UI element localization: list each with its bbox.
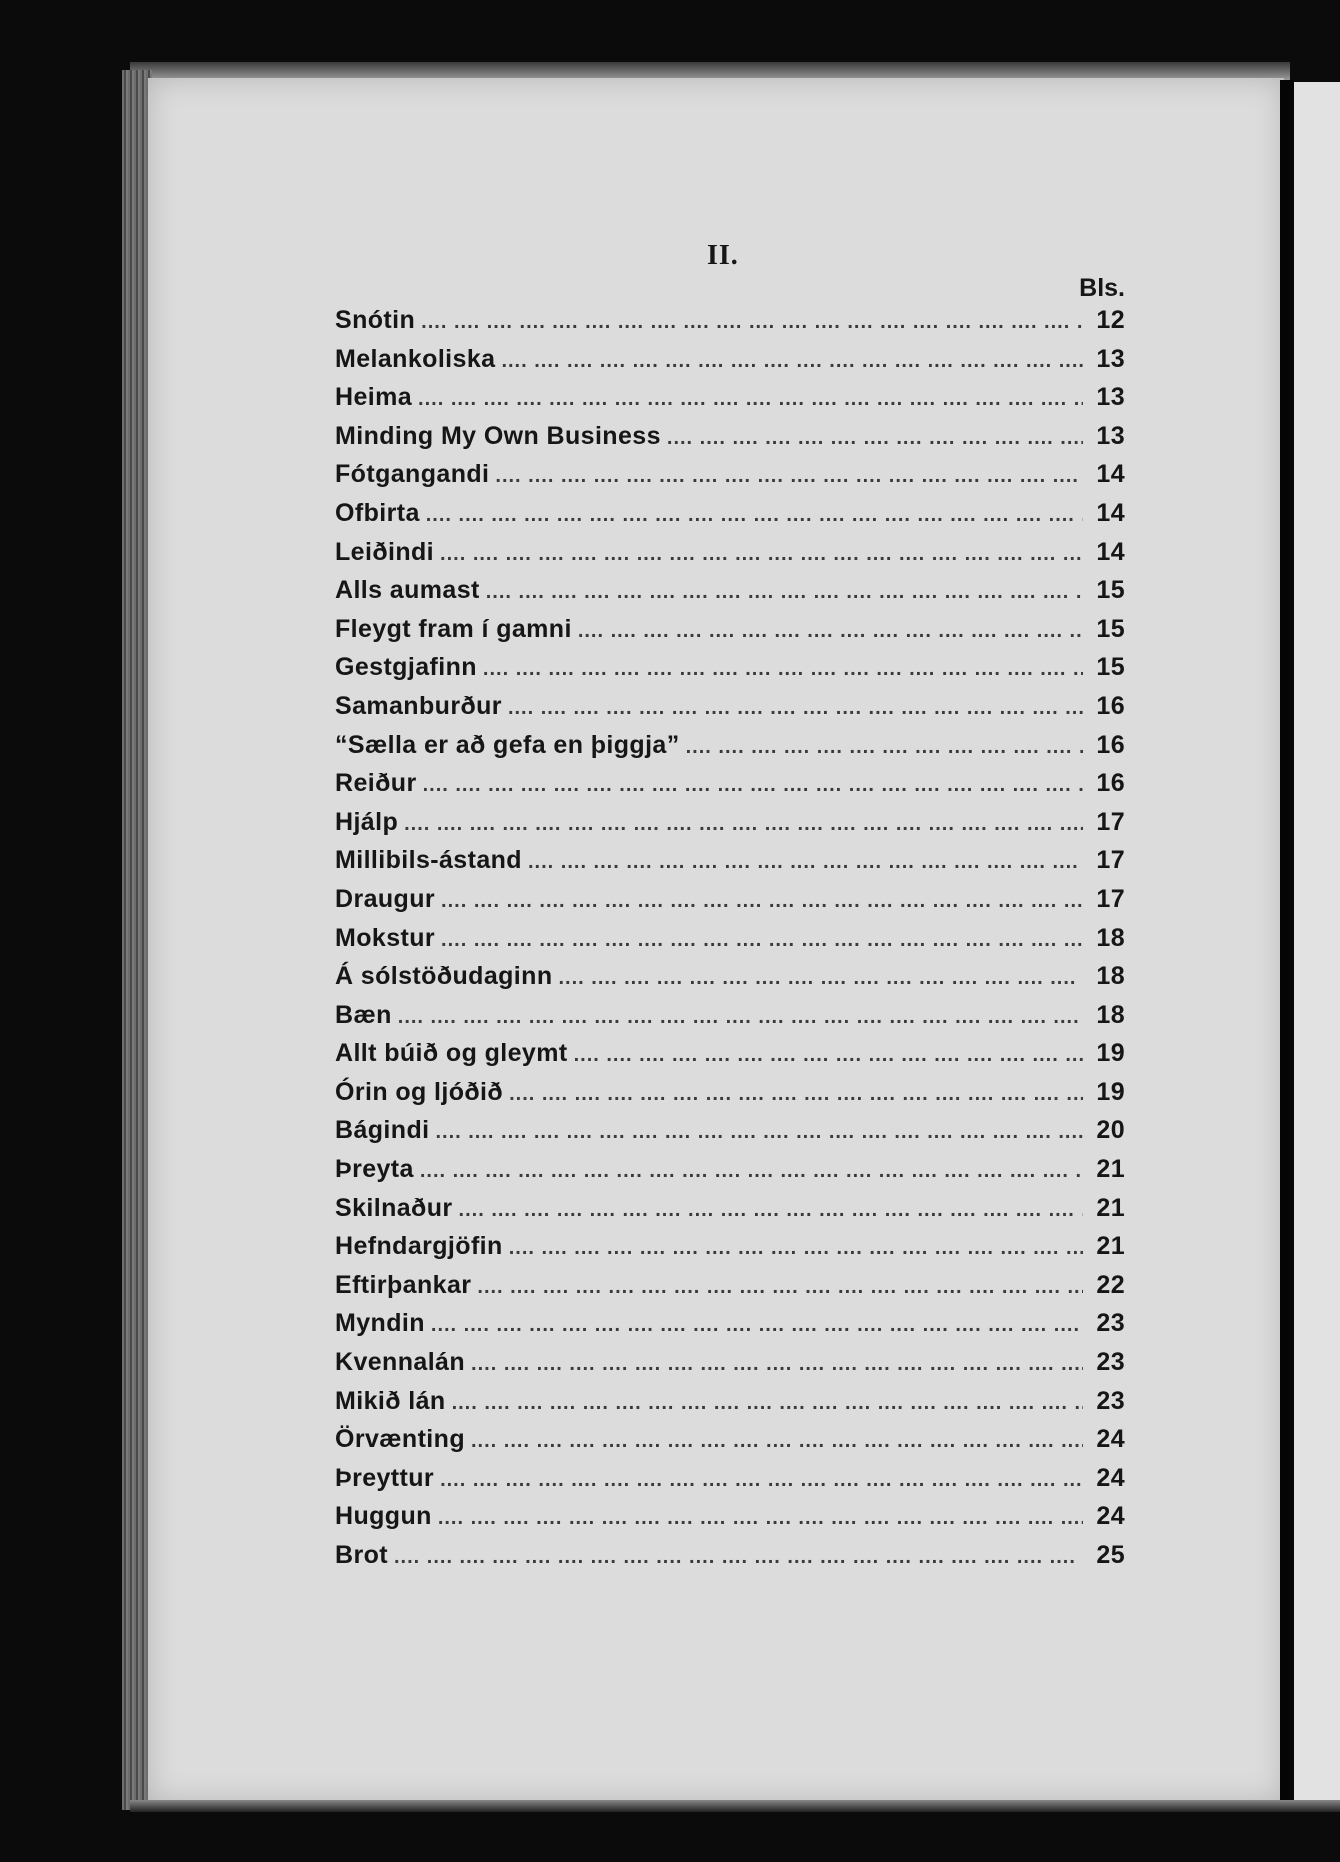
toc-entry [335,1309,1125,1348]
dot-leader [440,543,1083,566]
toc-entry-title: Allt búið og gleymt [335,1039,568,1068]
dot-leader [440,1469,1083,1492]
toc-entry [335,499,1125,538]
toc-entry-page: 15 [1096,614,1125,643]
toc-entry-title: Brot [335,1541,388,1569]
toc-entry [335,345,1125,384]
toc-entry-title: Þreyta [335,1155,414,1184]
facing-page-sliver [1294,82,1340,1802]
toc-entry-page: 18 [1096,1000,1125,1029]
toc-entry-title: Fleygt fram í gamni [335,614,572,643]
toc-entry [335,576,1125,615]
toc-entry-title: Eftirþankar [335,1270,472,1299]
section-heading: II. [707,240,739,271]
book-gutter [1280,80,1294,1810]
dot-leader [423,774,1083,797]
toc-entry-page: 19 [1096,1077,1125,1106]
dot-leader [501,350,1083,373]
toc-entry [335,962,1125,1001]
dot-leader [667,427,1083,450]
toc-entry [335,538,1125,577]
toc-entry-title: Snótin [335,306,416,334]
toc-entry [335,383,1125,422]
toc-entry-title: Mikið lán [335,1386,446,1415]
toc-entry [335,1194,1125,1233]
toc-entry [335,1541,1125,1580]
toc-entry-title: Millibils-ástand [335,846,522,875]
toc-entry [335,1232,1125,1271]
dot-leader [420,1160,1083,1183]
toc-entry [335,1387,1125,1426]
dot-leader [559,967,1084,990]
toc-entry [335,846,1125,885]
toc-entry [335,1348,1125,1387]
toc-entry-page: 23 [1096,1386,1125,1415]
toc-entry-page: 15 [1096,653,1125,682]
toc-entry-title: Samanburður [335,691,502,720]
toc-entry-title: Bæn [335,1000,392,1029]
toc-entry [335,808,1125,847]
toc-entry-title: Á sólstöðudaginn [335,962,553,991]
dot-leader [528,851,1083,874]
dot-leader [452,1392,1083,1415]
toc-entry-title: Mokstur [335,923,436,952]
toc-entry-title: “Sælla er að gefa en þiggja” [335,730,680,759]
toc-entry [335,1001,1125,1040]
toc-entry-page: 13 [1096,421,1125,450]
toc-entry-page: 13 [1096,383,1125,412]
toc-entry-page: 15 [1096,576,1125,605]
toc-entry [335,1502,1125,1541]
toc-entry-page: 23 [1096,1348,1125,1377]
toc-entry-title: Þreyttur [335,1463,435,1492]
dot-leader [483,658,1083,681]
toc-entry-page: 16 [1096,691,1125,720]
toc-entry [335,692,1125,731]
toc-entry-title: Reiður [335,769,417,798]
dot-leader [578,620,1083,643]
dot-leader [421,311,1083,334]
toc-entry-page: 24 [1096,1425,1125,1454]
toc-entry-page: 16 [1096,730,1125,759]
dot-leader [509,1083,1083,1106]
toc-entry [335,460,1125,499]
toc-entry-page: 21 [1096,1232,1125,1261]
toc-entry-title: Heima [335,383,413,412]
toc-entry-page: 14 [1096,498,1125,527]
toc-entry-page: 18 [1096,962,1125,991]
toc-entry [335,1271,1125,1310]
toc-entry-page: 24 [1096,1463,1125,1492]
toc-entry-page: 12 [1096,306,1125,334]
toc-entry-page: 19 [1096,1039,1125,1068]
toc-entry-title: Bágindi [335,1116,430,1145]
toc-entry-page: 17 [1096,807,1125,836]
dot-leader [441,890,1083,913]
toc-entry-page: 17 [1096,884,1125,913]
toc-entry [335,1155,1125,1194]
dot-leader [574,1044,1083,1067]
toc-entry-page: 22 [1096,1270,1125,1299]
toc-entry-page: 21 [1096,1155,1125,1184]
dot-leader [459,1199,1083,1222]
dot-leader [495,465,1083,488]
toc-entry-title: Gestgjafinn [335,653,477,682]
toc-entry-title: Draugur [335,884,436,913]
toc-entry-list [335,306,1125,1580]
toc-entry-title: Myndin [335,1309,425,1338]
dot-leader [438,1507,1083,1530]
toc-entry-title: Ofbirta [335,498,420,527]
dot-leader [426,504,1083,527]
toc-entry-title: Örvænting [335,1425,465,1454]
dot-leader [435,1121,1083,1144]
toc-entry [335,769,1125,808]
page-bottom-edge [130,1800,1340,1812]
toc-entry-title: Fótgangandi [335,460,490,489]
toc-entry-title: Leiðindi [335,537,435,566]
toc-entry [335,1078,1125,1117]
toc-entry-title: Alls aumast [335,576,480,605]
dot-leader [486,581,1083,604]
dot-leader [418,388,1083,411]
toc-entry-page: 20 [1096,1116,1125,1145]
toc-entry-title: Skilnaður [335,1193,453,1222]
toc-entry-page: 24 [1096,1502,1125,1531]
dot-leader [441,929,1083,952]
toc-entry [335,1039,1125,1078]
dot-leader [508,697,1083,720]
toc-entry-page: 14 [1096,537,1125,566]
toc-entry-page: 25 [1096,1541,1125,1569]
toc-entry-page: 13 [1096,344,1125,373]
toc-entry-title: Kvennalán [335,1348,466,1377]
toc-entry-page: 17 [1096,846,1125,875]
toc-entry [335,1116,1125,1155]
toc-entry-page: 16 [1096,769,1125,798]
page-column-header: Bls. [1079,274,1125,302]
toc-entry [335,885,1125,924]
dot-leader [398,1006,1083,1029]
toc-entry [335,422,1125,461]
toc-entry [335,1464,1125,1503]
dot-leader [509,1237,1083,1260]
toc-entry [335,731,1125,770]
toc-entry-page: 14 [1096,460,1125,489]
toc-entry-title: Minding My Own Business [335,421,661,450]
dot-leader [431,1314,1083,1337]
toc-entry [335,1425,1125,1464]
toc-entry-title: Huggun [335,1502,432,1531]
toc-entry [335,924,1125,963]
toc-entry-title: Melankoliska [335,344,496,373]
toc-entry-page: 18 [1096,923,1125,952]
toc-entry-page: 23 [1096,1309,1125,1338]
dot-leader [404,813,1083,836]
toc-entry-title: Órin og ljóðið [335,1077,504,1106]
dot-leader [477,1276,1083,1299]
toc-entry-title: Hjálp [335,807,399,836]
dot-leader [686,736,1083,759]
toc-entry-title: Hefndargjöfin [335,1232,503,1261]
toc-entry-page: 21 [1096,1193,1125,1222]
dot-leader [471,1430,1083,1453]
toc-entry [335,653,1125,692]
toc-entry [335,306,1125,345]
dot-leader [394,1546,1083,1569]
dot-leader [471,1353,1083,1376]
toc-entry [335,615,1125,654]
